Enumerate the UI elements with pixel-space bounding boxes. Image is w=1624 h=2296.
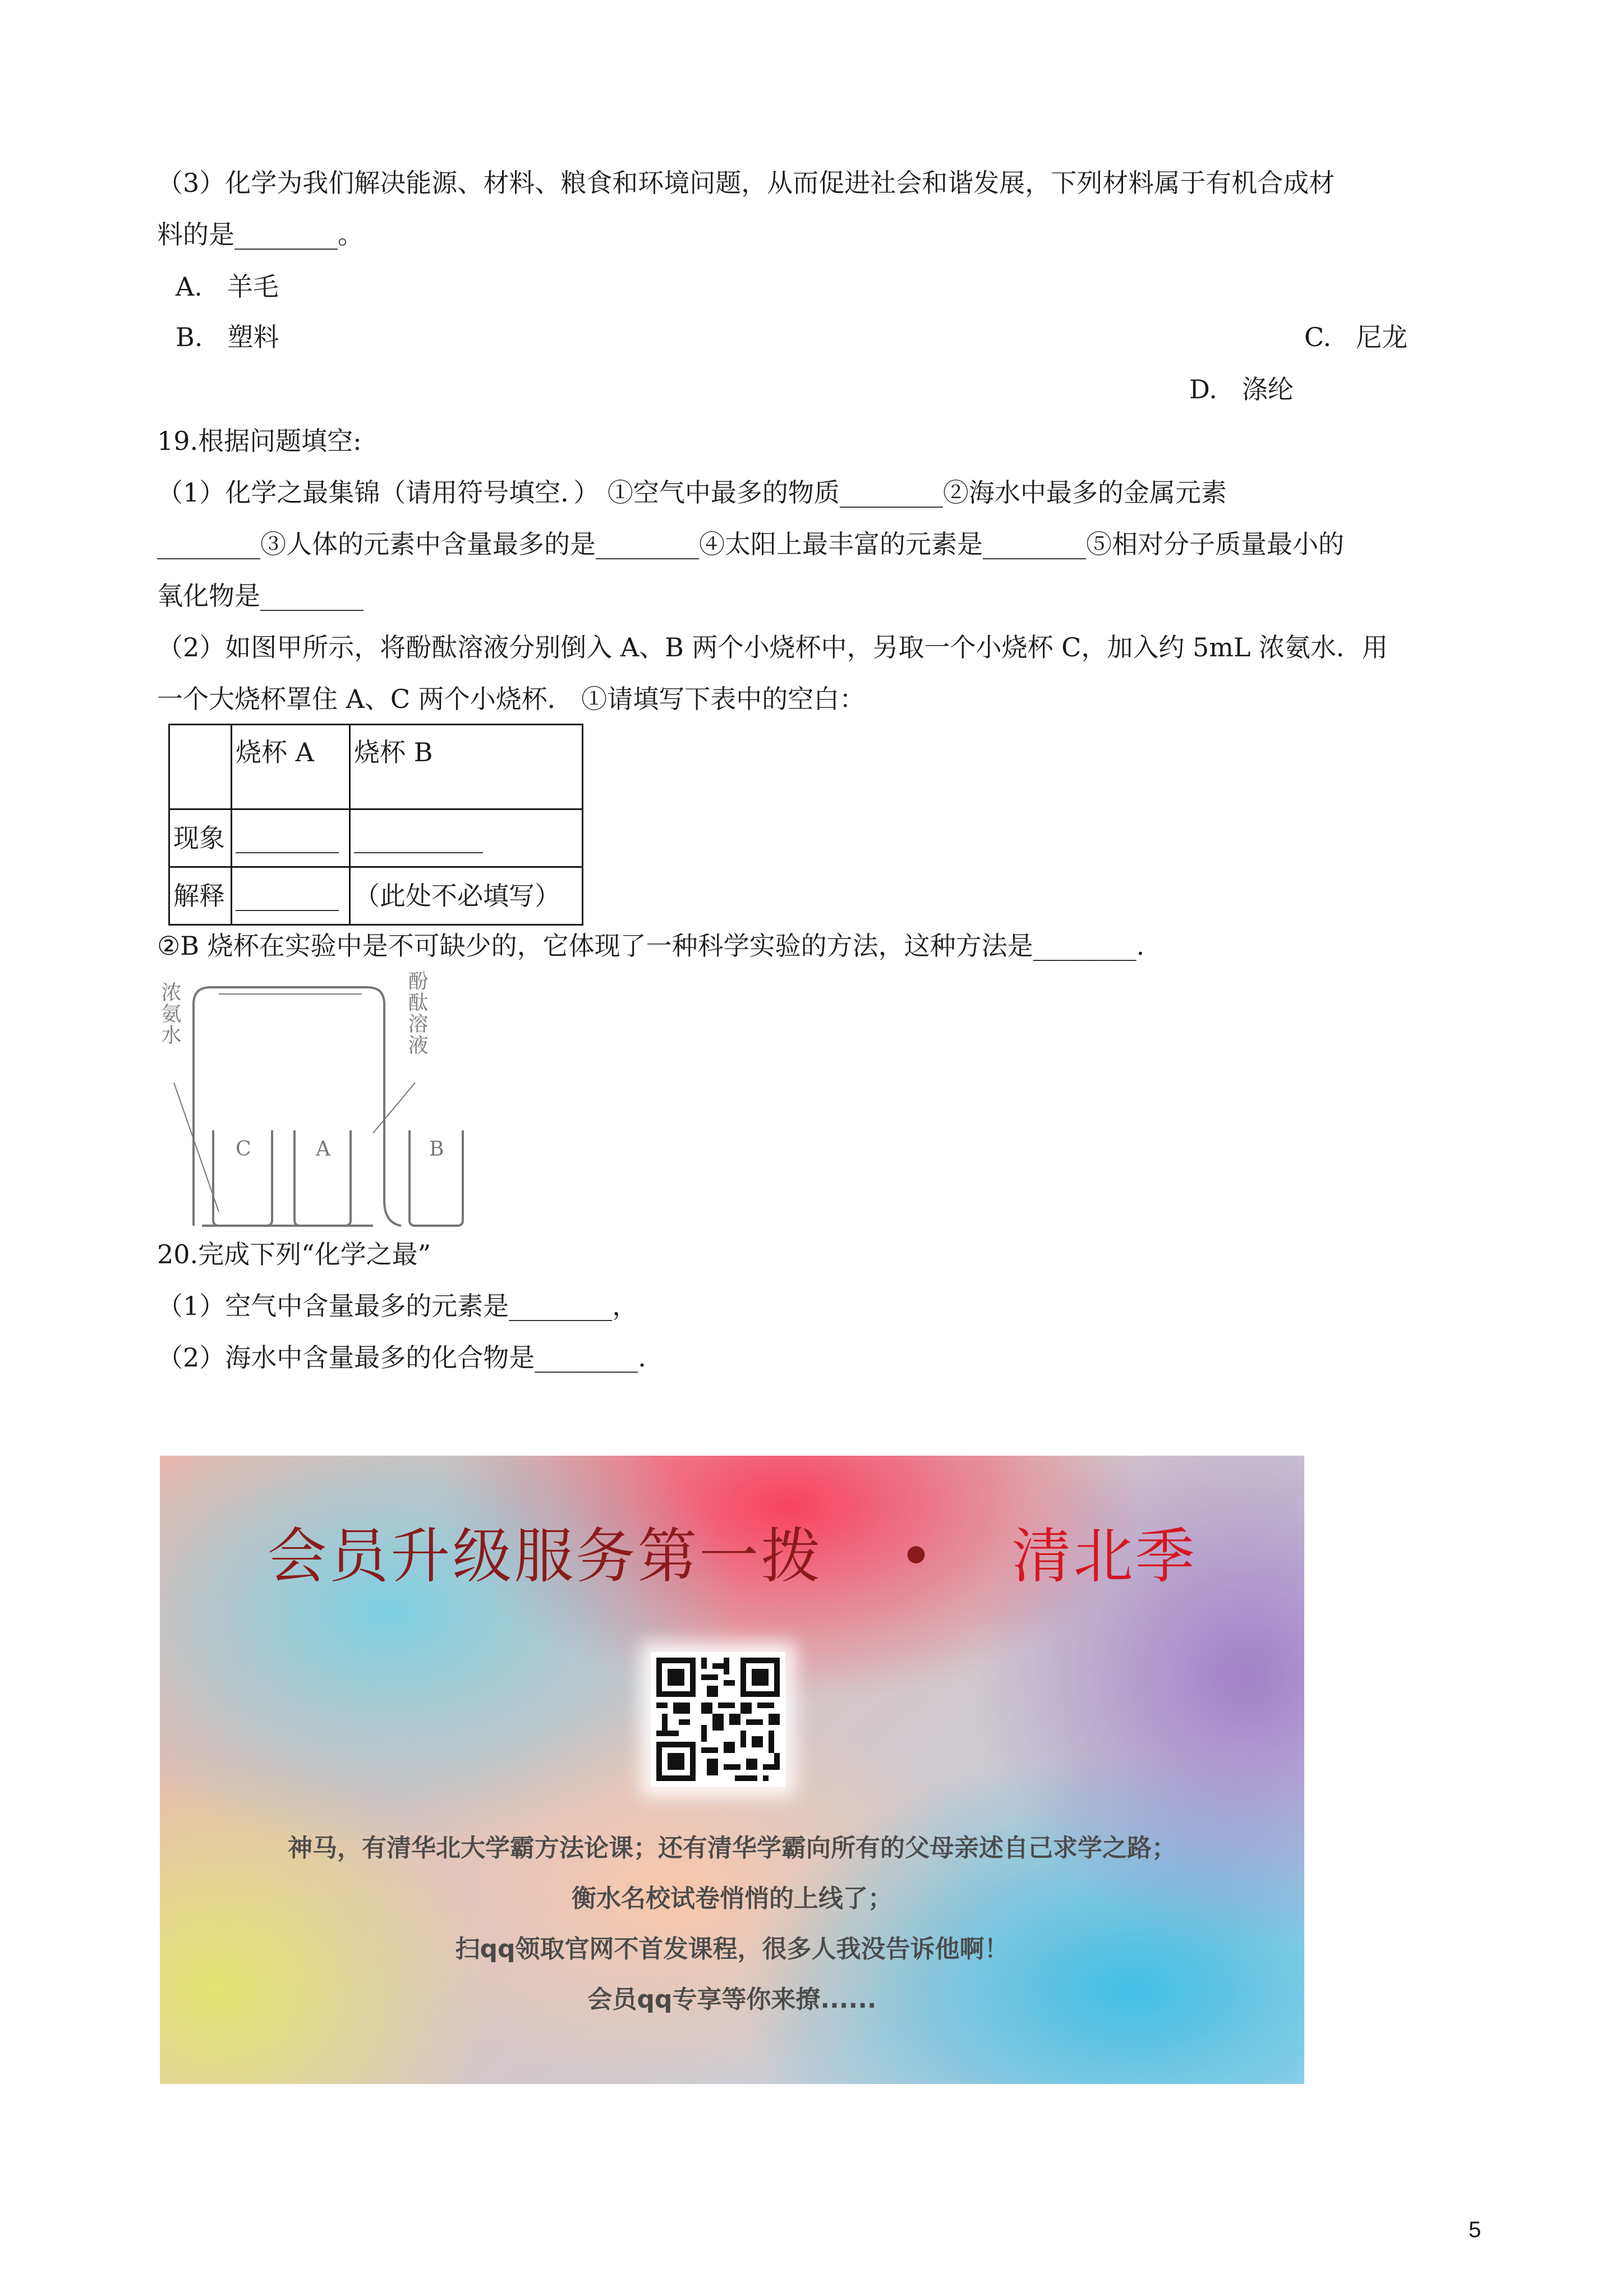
table-cell: （此处不必填写） <box>350 867 583 925</box>
option-text: 塑料 <box>227 322 279 352</box>
option-text: 尼龙 <box>1356 322 1408 352</box>
q3-option-c <box>1304 311 1407 363</box>
q19-part1-line1: （1）化学之最集锦（请用符号填空．） ①空气中最多的物质________②海水中最多的金属元素 <box>157 477 1227 508</box>
q19-part2-line2: 一个大烧杯罩住 A、C 两个小烧杯． ①请填写下表中的空白： <box>157 684 866 714</box>
banner-line2: 衡水名校试卷悄悄的上线了； <box>572 1884 892 1913</box>
promo-banner <box>160 1456 1304 2084</box>
answer-table <box>168 724 583 926</box>
table-cell: __________ <box>350 809 583 867</box>
phenolphthalein-label: 酚酞溶液 <box>405 970 428 1056</box>
q3-text-line2: 料的是________。 <box>157 219 364 250</box>
table-cell: ________ <box>232 809 350 867</box>
qr-code[interactable] <box>651 1652 785 1787</box>
table-cell <box>169 725 232 809</box>
option-key: B. <box>176 322 203 352</box>
q3-option-a <box>176 261 279 312</box>
q3-text-line1: （3）化学为我们解决能源、材料、粮食和环境问题，从而促进社会和谐发展，下列材料属于有机合成材 <box>157 168 1335 198</box>
page-number: 5 <box>1469 2217 1482 2242</box>
banner-title-dot: • <box>898 1522 936 1591</box>
q19-part1-line3: 氧化物是________ <box>157 581 364 611</box>
table-cell: 现象 <box>169 809 232 867</box>
q19-part2-line1: （2）如图甲所示，将酚酞溶液分别倒入 A、B 两个小烧杯中，另取一个小烧杯 C，加入约 5mL 浓氨水．用 <box>157 632 1388 662</box>
table-cell: 解释 <box>169 867 232 925</box>
table-row <box>169 867 583 925</box>
q20-line1: （1）空气中含量最多的元素是________， <box>157 1291 638 1321</box>
option-key: A. <box>176 272 203 302</box>
banner-line3: 扫qq领取官网不首发课程，很多人我没告诉他啊！ <box>455 1935 1009 1963</box>
q19-title: 19.根据问题填空: <box>157 426 362 456</box>
table-cell: 烧杯 B <box>350 725 583 809</box>
banner-title-accent: 清北季 <box>1011 1522 1197 1591</box>
ammonia-label: 浓氨水 <box>158 982 181 1046</box>
qr-code-icon <box>651 1652 785 1787</box>
table-row <box>169 809 583 867</box>
q3-option-b <box>176 311 279 363</box>
option-text: 涤纶 <box>1241 374 1294 404</box>
table-cell: 烧杯 A <box>232 725 350 809</box>
beaker-b-label: B <box>429 1138 444 1161</box>
banner-line4: 会员qq专享等你来撩...... <box>587 1985 877 2014</box>
q19-part1-line2: ________③人体的元素中含量最多的是________④太阳上最丰富的元素是________⑤相对分子质量最小的 <box>157 529 1344 559</box>
q20-title: 20.完成下列“化学之最” <box>157 1239 431 1269</box>
table-header-row <box>169 725 583 809</box>
q19-part2-line3: ②B 烧杯在实验中是不可缺少的，它体现了一种科学实验的方法，这种方法是________. <box>157 931 1145 961</box>
table-cell: ________ <box>232 867 350 925</box>
option-key: C. <box>1304 322 1332 352</box>
beaker-c-label: C <box>236 1138 251 1161</box>
option-text: 羊毛 <box>227 272 279 302</box>
q3-option-d <box>1189 364 1294 415</box>
banner-title <box>160 1520 1304 1593</box>
banner-title-main: 会员升级服务第一拨 <box>267 1522 823 1591</box>
q20-line2: （2）海水中含量最多的化合物是________. <box>157 1342 646 1373</box>
beaker-figure <box>151 970 494 1234</box>
beaker-a-label: A <box>316 1138 330 1161</box>
banner-line1: 神马，有清华北大学霸方法论课；还有清华学霸向所有的父母亲述自己求学之路； <box>288 1834 1176 1862</box>
option-key: D. <box>1189 374 1217 404</box>
large-beaker <box>194 987 401 1226</box>
beaker-diagram <box>151 970 494 1234</box>
